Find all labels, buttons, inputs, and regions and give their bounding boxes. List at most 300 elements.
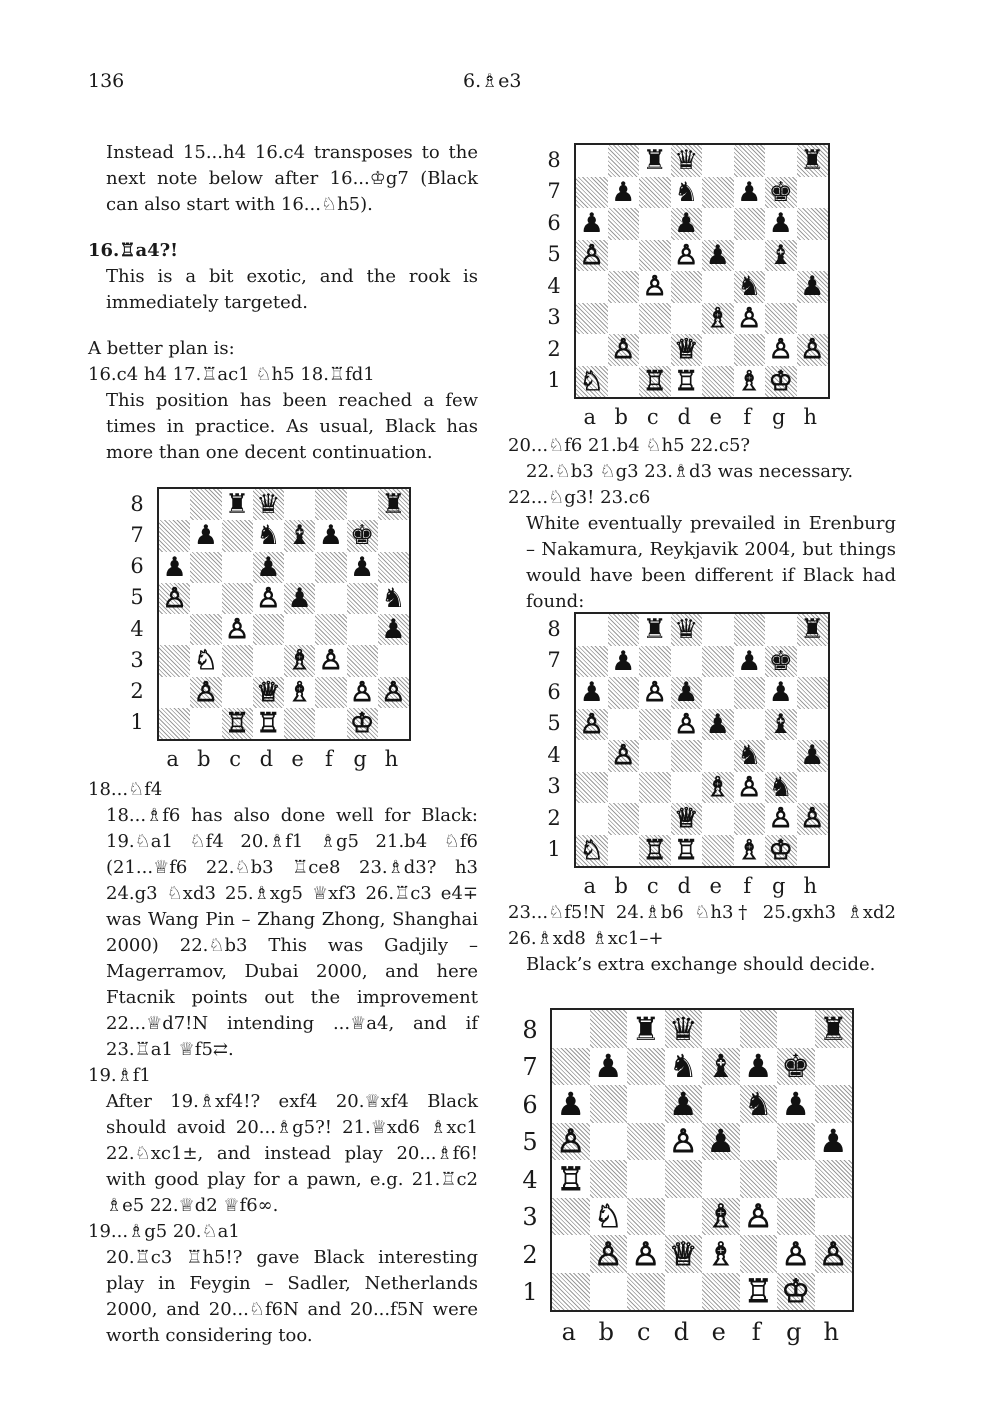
- paragraph: 20.♖c3 ♖h5!? gave Black interesting play in Feygin – Sadler, Netherlands 2000, and 20...♘f6N and 20...f5N were worth considering too.: [106, 1247, 478, 1346]
- board-square-a6: [576, 208, 608, 240]
- board-square-e5: [702, 1123, 740, 1161]
- board-square-h5: [797, 240, 829, 272]
- board-square-c4: [222, 614, 253, 645]
- black-pawn-icon: ♟: [674, 208, 699, 240]
- board-square-c7: [639, 177, 671, 209]
- board-square-d8: [253, 489, 284, 520]
- board-square-f8: [734, 145, 766, 177]
- rank-label: 6: [547, 210, 561, 235]
- rank-label: 3: [547, 774, 561, 799]
- board-square-c2: [222, 677, 253, 708]
- white-pawn-icon: ♙: [768, 803, 793, 835]
- file-label: e: [291, 747, 304, 771]
- white-queen-icon: ♕: [668, 1235, 698, 1273]
- board-square-g2: [765, 803, 797, 835]
- board-square-e1: [284, 708, 315, 739]
- board-square-e8: [702, 614, 734, 646]
- board-square-g1: [765, 366, 797, 398]
- board-square-a5: [576, 240, 608, 272]
- board-square-f2: [740, 1235, 778, 1273]
- board-square-e3: [284, 645, 315, 676]
- board-square-g4: [777, 1160, 815, 1198]
- board-square-f3: [734, 772, 766, 804]
- board-square-h5: [797, 709, 829, 741]
- running-title: 6.♗e3: [463, 70, 522, 92]
- board-square-c5: [222, 583, 253, 614]
- black-pawn-icon: ♟: [781, 1085, 811, 1123]
- board-square-e4: [284, 614, 315, 645]
- board-square-f2: [315, 677, 346, 708]
- white-pawn-icon: ♙: [674, 708, 699, 740]
- board-square-h3: [797, 772, 829, 804]
- white-pawn-icon: ♙: [611, 334, 636, 366]
- board-square-a8: [576, 614, 608, 646]
- white-pawn-icon: ♙: [642, 677, 667, 709]
- board-square-g2: [777, 1235, 815, 1273]
- board-square-e5: [702, 709, 734, 741]
- board-square-d2: [671, 334, 703, 366]
- black-king-icon: ♚: [781, 1047, 811, 1085]
- board-square-b3: [608, 772, 640, 804]
- white-king-icon: ♔: [768, 365, 793, 397]
- board-square-f7: [734, 646, 766, 678]
- board-square-a7: [576, 177, 608, 209]
- board-square-a4: [576, 740, 608, 772]
- white-rook-icon: ♖: [642, 834, 667, 866]
- board-square-g4: [765, 740, 797, 772]
- board-square-e6: [284, 552, 315, 583]
- white-pawn-icon: ♙: [256, 582, 281, 614]
- board-square-h6: [378, 552, 409, 583]
- board-square-e8: [702, 145, 734, 177]
- chess-board: [157, 487, 411, 741]
- rank-label: 5: [547, 242, 561, 267]
- board-square-f6: [315, 552, 346, 583]
- paragraph: 16.c4 h4 17.♖ac1 ♘h5 18.♖fd1: [88, 364, 375, 385]
- black-pawn-icon: ♟: [706, 1122, 736, 1160]
- black-pawn-icon: ♟: [768, 208, 793, 240]
- board-square-g8: [347, 489, 378, 520]
- white-pawn-icon: ♙: [642, 271, 667, 303]
- board-square-e5: [702, 240, 734, 272]
- black-rook-icon: ♜: [631, 1010, 661, 1048]
- board-square-h7: [797, 646, 829, 678]
- file-label: g: [772, 405, 786, 429]
- white-king-icon: ♔: [768, 834, 793, 866]
- board-square-g7: [347, 520, 378, 551]
- white-rook-icon: ♖: [556, 1160, 586, 1198]
- rank-label: 6: [130, 554, 144, 579]
- white-pawn-icon: ♙: [579, 708, 604, 740]
- board-square-f6: [734, 208, 766, 240]
- board-square-a2: [552, 1235, 590, 1273]
- chess-board: [574, 612, 830, 868]
- board-square-c7: [627, 1048, 665, 1086]
- board-square-h3: [378, 645, 409, 676]
- black-rook-icon: ♜: [800, 145, 825, 177]
- board-square-f2: [734, 334, 766, 366]
- board-square-b2: [590, 1235, 628, 1273]
- rank-label: 4: [547, 742, 561, 767]
- board-square-b6: [608, 208, 640, 240]
- board-square-b7: [590, 1048, 628, 1086]
- board-square-e8: [284, 489, 315, 520]
- file-label: e: [711, 1318, 726, 1346]
- black-pawn-icon: ♟: [737, 176, 762, 208]
- white-bishop-icon: ♗: [705, 771, 730, 803]
- board-square-d4: [253, 614, 284, 645]
- black-knight-icon: ♞: [668, 1047, 698, 1085]
- board-square-e1: [702, 835, 734, 867]
- board-square-g3: [777, 1198, 815, 1236]
- board-square-c6: [222, 552, 253, 583]
- paragraph: 23...♘f5!N 24.♗b6 ♘h3† 25.gxh3 ♗xd2 26.♗xd8 ♗xc1–+: [508, 902, 896, 949]
- paragraph: Instead 15...h4 16.c4 transposes to the next note below after 16...♔g7 (Black can also start with 16...♘h5).: [106, 142, 478, 215]
- board-square-h4: [797, 271, 829, 303]
- file-label: g: [353, 747, 367, 771]
- board-square-a7: [576, 646, 608, 678]
- board-square-f4: [740, 1160, 778, 1198]
- white-pawn-icon: ♙: [743, 1197, 773, 1235]
- file-label: g: [786, 1318, 802, 1346]
- board-square-f1: [315, 708, 346, 739]
- board-square-c7: [639, 646, 671, 678]
- board-square-d7: [671, 646, 703, 678]
- board-square-d6: [665, 1085, 703, 1123]
- board-square-d1: [253, 708, 284, 739]
- board-square-g8: [765, 614, 797, 646]
- paragraph: Black’s extra exchange should decide.: [526, 954, 876, 975]
- board-square-c3: [639, 772, 671, 804]
- board-square-c6: [639, 208, 671, 240]
- white-rook-icon: ♖: [642, 365, 667, 397]
- rank-label: 7: [522, 1053, 538, 1082]
- board-square-h1: [815, 1273, 853, 1311]
- board-square-e1: [702, 366, 734, 398]
- board-square-e3: [702, 772, 734, 804]
- board-square-a3: [576, 772, 608, 804]
- board-square-c1: [222, 708, 253, 739]
- board-square-a4: [576, 271, 608, 303]
- black-bishop-icon: ♝: [706, 1047, 736, 1085]
- board-square-e2: [702, 334, 734, 366]
- board-square-a7: [159, 520, 190, 551]
- white-pawn-icon: ♙: [193, 676, 218, 708]
- black-pawn-icon: ♟: [556, 1085, 586, 1123]
- board-square-g7: [777, 1048, 815, 1086]
- file-label: c: [637, 1318, 651, 1346]
- black-knight-icon: ♞: [768, 771, 793, 803]
- chess-board: [574, 143, 830, 399]
- board-square-h4: [797, 740, 829, 772]
- black-king-icon: ♚: [350, 520, 375, 552]
- black-pawn-icon: ♟: [193, 520, 218, 552]
- board-square-e6: [702, 208, 734, 240]
- white-bishop-icon: ♗: [706, 1235, 736, 1273]
- board-square-f7: [740, 1048, 778, 1086]
- board-square-c3: [639, 303, 671, 335]
- board-square-b1: [590, 1273, 628, 1311]
- board-square-g4: [765, 271, 797, 303]
- board-square-f7: [734, 177, 766, 209]
- board-square-f5: [740, 1123, 778, 1161]
- board-square-f2: [734, 803, 766, 835]
- board-square-c6: [639, 677, 671, 709]
- white-bishop-icon: ♗: [737, 834, 762, 866]
- board-square-d5: [671, 709, 703, 741]
- board-square-h8: [797, 145, 829, 177]
- white-rook-icon: ♖: [743, 1272, 773, 1310]
- board-square-h5: [815, 1123, 853, 1161]
- board-square-b5: [608, 240, 640, 272]
- board-square-a6: [552, 1085, 590, 1123]
- black-pawn-icon: ♟: [818, 1122, 848, 1160]
- board-square-h1: [797, 366, 829, 398]
- black-bishop-icon: ♝: [287, 520, 312, 552]
- board-square-f1: [740, 1273, 778, 1311]
- rank-label: 1: [130, 710, 144, 735]
- board-square-f3: [740, 1198, 778, 1236]
- board-square-g1: [347, 708, 378, 739]
- board-square-e2: [284, 677, 315, 708]
- black-pawn-icon: ♟: [256, 551, 281, 583]
- board-square-d4: [671, 740, 703, 772]
- board-square-h6: [797, 677, 829, 709]
- board-square-h2: [815, 1235, 853, 1273]
- board-square-d8: [665, 1010, 703, 1048]
- rank-label: 2: [130, 679, 144, 704]
- board-square-h7: [815, 1048, 853, 1086]
- board-square-c5: [627, 1123, 665, 1161]
- rank-label: 6: [522, 1090, 538, 1119]
- board-square-g6: [765, 208, 797, 240]
- file-label: e: [709, 405, 722, 429]
- board-square-g4: [347, 614, 378, 645]
- file-label: b: [614, 405, 628, 429]
- file-label: b: [614, 874, 628, 898]
- rank-label: 7: [130, 522, 144, 547]
- board-square-b4: [190, 614, 221, 645]
- board-square-g3: [765, 303, 797, 335]
- board-square-h3: [815, 1198, 853, 1236]
- board-square-c4: [639, 271, 671, 303]
- board-square-f4: [315, 614, 346, 645]
- file-label: b: [197, 747, 211, 771]
- white-knight-icon: ♘: [593, 1197, 623, 1235]
- black-knight-icon: ♞: [737, 271, 762, 303]
- board-square-c1: [639, 366, 671, 398]
- file-label: f: [324, 747, 333, 771]
- rank-label: 2: [522, 1240, 538, 1269]
- black-pawn-icon: ♟: [737, 645, 762, 677]
- board-square-a2: [576, 334, 608, 366]
- file-label: d: [677, 874, 691, 898]
- black-pawn-icon: ♟: [705, 708, 730, 740]
- white-bishop-icon: ♗: [705, 302, 730, 334]
- white-pawn-icon: ♙: [800, 803, 825, 835]
- black-rook-icon: ♜: [381, 489, 406, 521]
- rank-label: 3: [130, 647, 144, 672]
- white-pawn-icon: ♙: [556, 1122, 586, 1160]
- board-square-c5: [639, 240, 671, 272]
- white-pawn-icon: ♙: [737, 302, 762, 334]
- file-label: c: [646, 405, 659, 429]
- board-square-c4: [639, 740, 671, 772]
- file-label: h: [803, 405, 818, 429]
- board-square-b1: [608, 366, 640, 398]
- black-queen-icon: ♛: [674, 614, 699, 646]
- black-bishop-icon: ♝: [768, 239, 793, 271]
- board-square-c1: [627, 1273, 665, 1311]
- board-square-d2: [253, 677, 284, 708]
- paragraph: 22.♘b3 ♘g3 23.♗d3 was necessary.: [526, 461, 854, 482]
- board-square-h4: [815, 1160, 853, 1198]
- paragraph: 22...♘g3! 23.c6: [508, 487, 651, 508]
- black-pawn-icon: ♟: [611, 645, 636, 677]
- black-rook-icon: ♜: [818, 1010, 848, 1048]
- white-pawn-icon: ♙: [579, 239, 604, 271]
- board-square-h1: [378, 708, 409, 739]
- black-rook-icon: ♜: [642, 145, 667, 177]
- rank-label: 4: [130, 616, 144, 641]
- paragraph: A better plan is:: [88, 338, 235, 359]
- black-pawn-icon: ♟: [318, 520, 343, 552]
- board-square-e4: [702, 740, 734, 772]
- rank-label: 3: [547, 305, 561, 330]
- board-square-a3: [552, 1198, 590, 1236]
- board-square-d8: [671, 614, 703, 646]
- board-square-a7: [552, 1048, 590, 1086]
- page-number: 136: [88, 70, 125, 92]
- board-square-h4: [378, 614, 409, 645]
- white-pawn-icon: ♙: [737, 771, 762, 803]
- board-square-g5: [765, 709, 797, 741]
- rank-label: 7: [547, 648, 561, 673]
- white-bishop-icon: ♗: [706, 1197, 736, 1235]
- rank-label: 8: [547, 147, 561, 172]
- board-square-g3: [347, 645, 378, 676]
- rank-label: 8: [130, 491, 144, 516]
- black-queen-icon: ♛: [674, 145, 699, 177]
- file-label: d: [677, 405, 691, 429]
- board-square-d7: [665, 1048, 703, 1086]
- board-square-c2: [639, 803, 671, 835]
- rank-label: 1: [522, 1278, 538, 1307]
- board-square-e2: [702, 1235, 740, 1273]
- board-square-g6: [765, 677, 797, 709]
- board-square-c6: [627, 1085, 665, 1123]
- paragraph: This position has been reached a few times in practice. As usual, Black has more than one decent continuation.: [106, 390, 478, 463]
- board-square-b4: [590, 1160, 628, 1198]
- board-square-e7: [702, 646, 734, 678]
- board-square-a2: [576, 803, 608, 835]
- board-square-b8: [608, 614, 640, 646]
- board-square-h7: [797, 177, 829, 209]
- white-rook-icon: ♖: [225, 707, 250, 739]
- board-square-f3: [315, 645, 346, 676]
- paragraph: 18...♗f6 has also done well for Black: 19.♘a1 ♘f4 20.♗f1 ♗g5 21.b4 ♘f6 (21...♕f6 22.♘b3 ♖ce8 23.♗d3? h3 24.g3 ♘xd3 25.♗xg5 ♕xf3 26.♖c3 e4∓ was Wang Pin – Zhang Zhong, Shanghai 2000) 22.♘b3 This was Gadjily – Magerramov, Dubai 2000, and here Ftacnik points out the improvement 22...♕d7!N intending ...♕a4, and if 23.♖a1 ♕f5⇄.: [106, 805, 478, 1060]
- board-square-d1: [671, 835, 703, 867]
- black-pawn-icon: ♟: [800, 271, 825, 303]
- white-knight-icon: ♘: [579, 834, 604, 866]
- board-square-h2: [378, 677, 409, 708]
- board-square-b2: [608, 334, 640, 366]
- black-knight-icon: ♞: [381, 582, 406, 614]
- file-label: d: [673, 1318, 689, 1346]
- white-pawn-icon: ♙: [593, 1235, 623, 1273]
- board-square-c3: [222, 645, 253, 676]
- file-label: h: [384, 747, 399, 771]
- board-square-d2: [665, 1235, 703, 1273]
- black-knight-icon: ♞: [256, 520, 281, 552]
- board-square-a2: [159, 677, 190, 708]
- file-label: b: [598, 1318, 614, 1346]
- board-square-h5: [378, 583, 409, 614]
- board-square-f5: [734, 240, 766, 272]
- rank-label: 8: [547, 616, 561, 641]
- board-square-b1: [190, 708, 221, 739]
- board-square-b5: [190, 583, 221, 614]
- board-square-a1: [552, 1273, 590, 1311]
- board-square-a5: [552, 1123, 590, 1161]
- rank-label: 3: [522, 1203, 538, 1232]
- file-label: a: [583, 874, 597, 898]
- board-square-d1: [671, 366, 703, 398]
- white-pawn-icon: ♙: [800, 334, 825, 366]
- board-square-f4: [734, 271, 766, 303]
- file-label: g: [772, 874, 786, 898]
- board-square-g5: [347, 583, 378, 614]
- rank-label: 5: [130, 585, 144, 610]
- board-square-a4: [159, 614, 190, 645]
- board-square-d5: [671, 240, 703, 272]
- board-square-a6: [576, 677, 608, 709]
- board-square-b6: [190, 552, 221, 583]
- file-label: h: [823, 1318, 839, 1346]
- white-pawn-icon: ♙: [162, 582, 187, 614]
- board-square-e7: [702, 1048, 740, 1086]
- board-square-f4: [734, 740, 766, 772]
- white-knight-icon: ♘: [193, 645, 218, 677]
- board-square-g6: [777, 1085, 815, 1123]
- board-square-e5: [284, 583, 315, 614]
- white-knight-icon: ♘: [579, 365, 604, 397]
- board-square-d3: [671, 772, 703, 804]
- white-pawn-icon: ♙: [381, 676, 406, 708]
- board-square-c1: [639, 835, 671, 867]
- rank-label: 1: [547, 368, 561, 393]
- board-square-c2: [639, 334, 671, 366]
- board-square-b5: [608, 709, 640, 741]
- file-label: c: [229, 747, 241, 771]
- file-label: h: [803, 874, 818, 898]
- board-square-b5: [590, 1123, 628, 1161]
- board-square-d4: [665, 1160, 703, 1198]
- board-square-f7: [315, 520, 346, 551]
- board-square-c8: [627, 1010, 665, 1048]
- board-square-b7: [190, 520, 221, 551]
- rank-label: 8: [522, 1015, 538, 1044]
- chess-diagram-1: [117, 487, 427, 777]
- board-square-d2: [671, 803, 703, 835]
- board-square-d7: [671, 177, 703, 209]
- board-square-h8: [797, 614, 829, 646]
- white-king-icon: ♔: [350, 707, 375, 739]
- white-pawn-icon: ♙: [768, 334, 793, 366]
- left-text-block-2: [88, 777, 478, 1349]
- board-square-d3: [253, 645, 284, 676]
- white-pawn-icon: ♙: [318, 645, 343, 677]
